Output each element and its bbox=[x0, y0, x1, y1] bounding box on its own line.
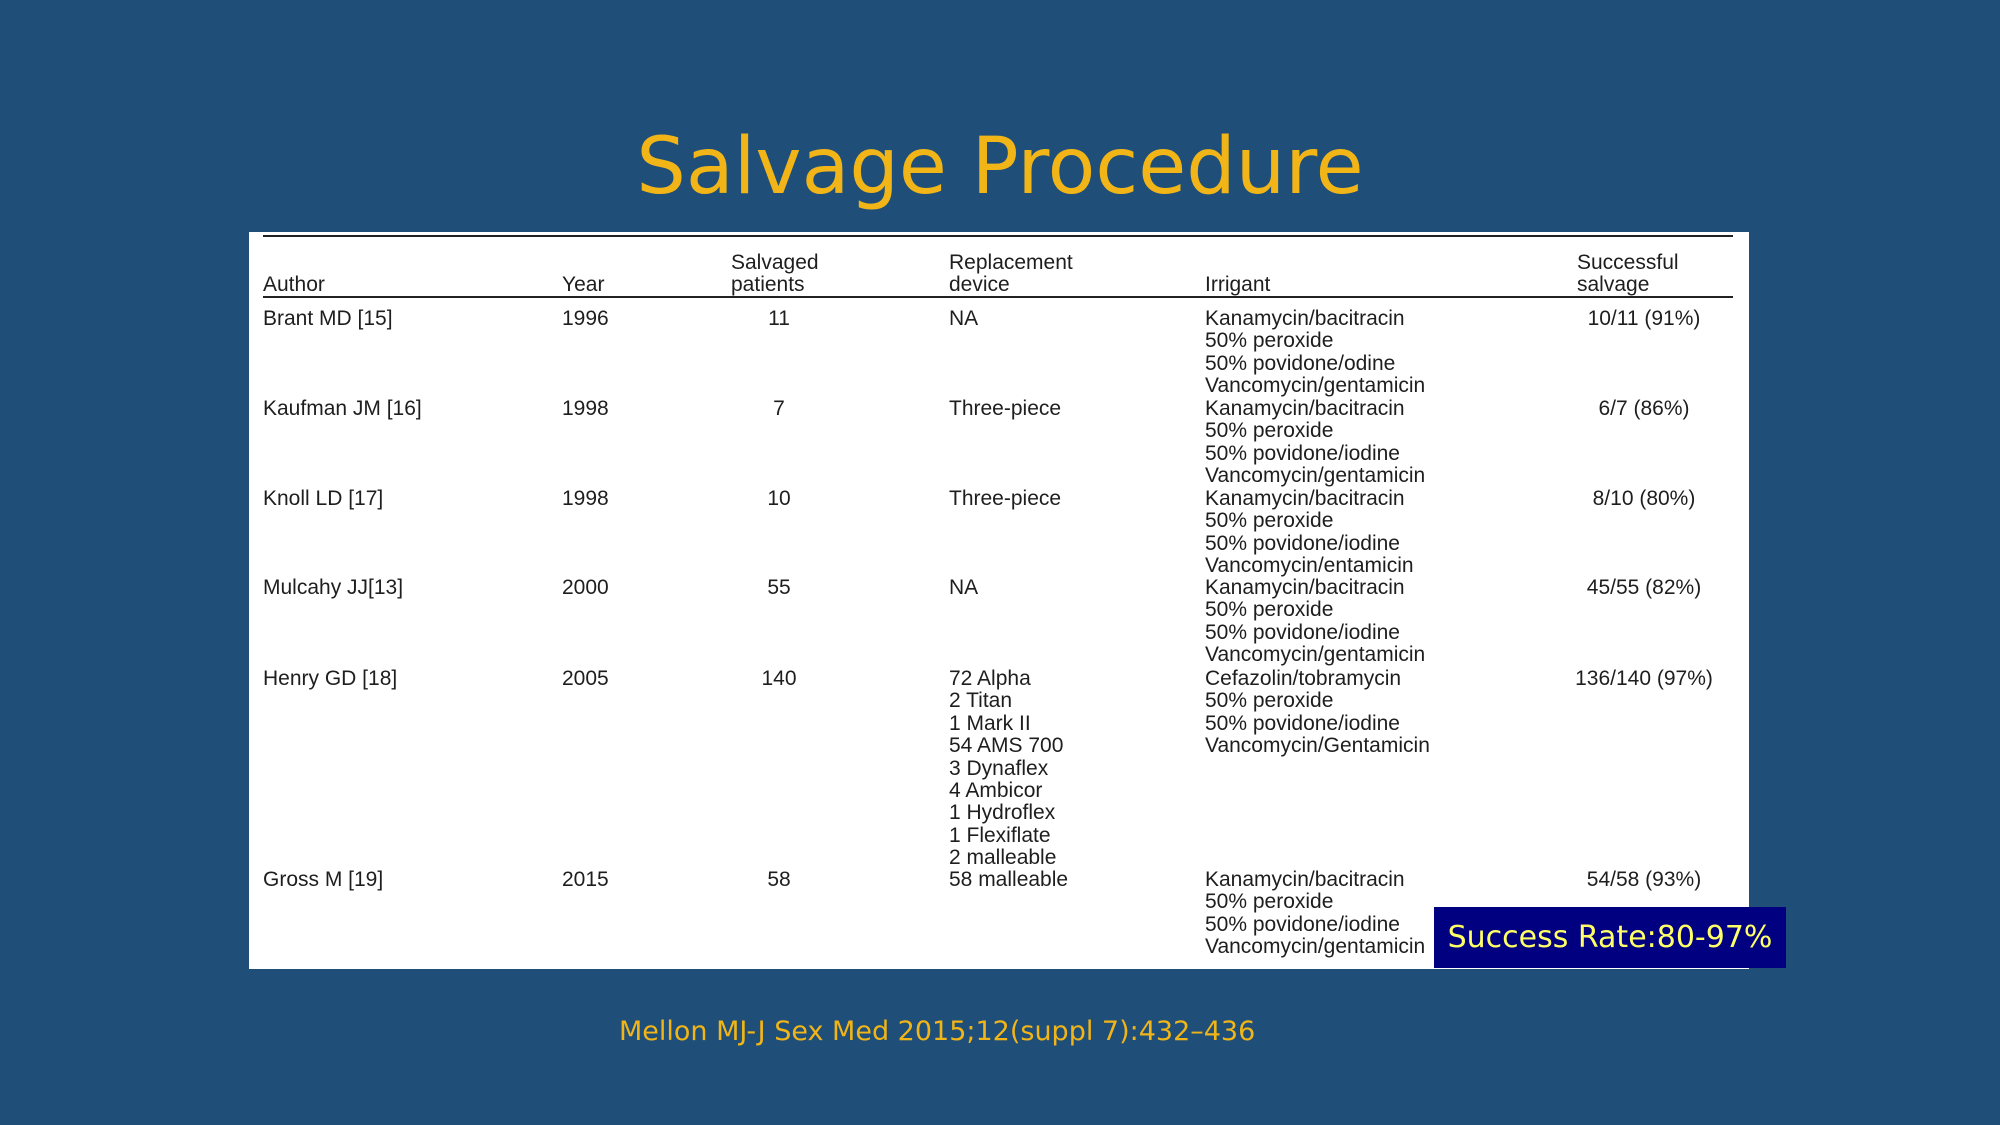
row-author: Kaufman JM [16] bbox=[263, 397, 422, 420]
irrigant-line: 50% povidone/odine bbox=[1205, 351, 1396, 375]
row-successful-salvage: 8/10 (80%) bbox=[1592, 487, 1696, 510]
device-line: Three-piece bbox=[949, 397, 1062, 420]
row-year: 2000 bbox=[562, 576, 609, 599]
row-author: Knoll LD [17] bbox=[263, 487, 384, 510]
device-line: 54 AMS 700 bbox=[949, 734, 1064, 758]
irrigant-line: Kanamycin/bacitracin bbox=[1205, 307, 1405, 330]
row-successful-salvage: 136/140 (97%) bbox=[1575, 667, 1713, 690]
device-line: 2 Titan bbox=[949, 689, 1013, 713]
irrigant-line: 50% peroxide bbox=[1205, 419, 1334, 443]
row-replacement-device bbox=[949, 398, 1061, 420]
row-replacement-device bbox=[949, 668, 1063, 870]
irrigant-line: 50% peroxide bbox=[1205, 509, 1334, 533]
row-year: 2015 bbox=[562, 868, 609, 891]
row-salvaged-patients: 58 bbox=[767, 868, 791, 891]
irrigant-line: 50% povidone/iodine bbox=[1205, 620, 1400, 644]
device-line: NA bbox=[949, 576, 979, 599]
irrigant-line: Vancomycin/gentamicin bbox=[1205, 464, 1426, 488]
irrigant-line: 50% peroxide bbox=[1205, 890, 1334, 914]
device-line: 72 Alpha bbox=[949, 667, 1031, 690]
row-successful-salvage: 10/11 (91%) bbox=[1587, 307, 1701, 330]
irrigant-line: 50% peroxide bbox=[1205, 689, 1334, 713]
device-line: 1 Hydroflex bbox=[949, 801, 1056, 825]
irrigant-line: 50% peroxide bbox=[1205, 598, 1334, 622]
irrigant-line: 50% povidone/iodine bbox=[1205, 441, 1400, 465]
row-salvaged-patients: 55 bbox=[767, 576, 791, 599]
row-replacement-device bbox=[949, 488, 1061, 510]
irrigant-line: Cefazolin/tobramycin bbox=[1205, 667, 1402, 690]
table-top-rule bbox=[263, 235, 1733, 237]
row-salvaged-patients: 7 bbox=[773, 397, 785, 420]
irrigant-line: Kanamycin/bacitracin bbox=[1205, 487, 1405, 510]
header-replacement-device: Replacement device bbox=[949, 251, 1073, 296]
irrigant-line: Vancomycin/entamicin bbox=[1205, 554, 1414, 578]
salvage-table bbox=[249, 232, 1749, 969]
row-irrigant bbox=[1205, 398, 1425, 488]
device-line: Three-piece bbox=[949, 487, 1062, 510]
irrigant-line: Vancomycin/gentamicin bbox=[1205, 643, 1426, 667]
row-irrigant bbox=[1205, 308, 1425, 398]
device-line: NA bbox=[949, 307, 979, 330]
row-author: Gross M [19] bbox=[263, 868, 384, 891]
slide-title: Salvage Procedure bbox=[636, 122, 1364, 212]
irrigant-line: 50% povidone/iodine bbox=[1205, 711, 1400, 735]
row-replacement-device bbox=[949, 869, 1068, 891]
header-author: Author bbox=[263, 273, 325, 296]
row-irrigant bbox=[1205, 577, 1425, 667]
row-replacement-device bbox=[949, 308, 978, 330]
device-line: 1 Mark II bbox=[949, 711, 1031, 735]
device-line: 1 Flexiflate bbox=[949, 823, 1051, 847]
row-successful-salvage: 45/55 (82%) bbox=[1586, 576, 1702, 599]
header-salvaged-patients: Salvaged patients bbox=[731, 251, 819, 296]
row-salvaged-patients: 140 bbox=[761, 667, 797, 690]
irrigant-line: Vancomycin/gentamicin bbox=[1205, 935, 1426, 959]
row-successful-salvage: 54/58 (93%) bbox=[1586, 868, 1702, 891]
row-author: Henry GD [18] bbox=[263, 667, 398, 690]
irrigant-line: 50% povidone/iodine bbox=[1205, 531, 1400, 555]
table-header-rule bbox=[263, 296, 1733, 298]
header-successful-salvage: Successful salvage bbox=[1577, 251, 1679, 296]
row-author: Mulcahy JJ[13] bbox=[263, 576, 404, 599]
row-replacement-device bbox=[949, 577, 978, 599]
irrigant-line: Vancomycin/Gentamicin bbox=[1205, 734, 1430, 758]
row-salvaged-patients: 11 bbox=[768, 307, 790, 330]
irrigant-line: Kanamycin/bacitracin bbox=[1205, 868, 1405, 891]
irrigant-line: 50% povidone/iodine bbox=[1205, 912, 1400, 936]
irrigant-line: 50% peroxide bbox=[1205, 329, 1334, 353]
device-line: 58 malleable bbox=[949, 868, 1069, 891]
header-year: Year bbox=[562, 273, 605, 296]
irrigant-line: Kanamycin/bacitracin bbox=[1205, 576, 1405, 599]
header-irrigant: Irrigant bbox=[1205, 273, 1271, 296]
device-line: 4 Ambicor bbox=[949, 779, 1043, 803]
row-irrigant bbox=[1205, 869, 1425, 959]
citation: Mellon MJ-J Sex Med 2015;12(suppl 7):432–436 bbox=[619, 1016, 1256, 1047]
row-irrigant bbox=[1205, 488, 1414, 578]
irrigant-line: Kanamycin/bacitracin bbox=[1205, 397, 1405, 420]
irrigant-line: Vancomycin/gentamicin bbox=[1205, 374, 1426, 398]
row-author: Brant MD [15] bbox=[263, 307, 393, 330]
row-successful-salvage: 6/7 (86%) bbox=[1598, 397, 1690, 420]
success-rate-badge: Success Rate:80-97% bbox=[1434, 907, 1786, 968]
row-salvaged-patients: 10 bbox=[767, 487, 791, 510]
row-year: 1996 bbox=[562, 307, 609, 330]
row-irrigant bbox=[1205, 668, 1430, 758]
device-line: 3 Dynaflex bbox=[949, 756, 1049, 780]
device-line: 2 malleable bbox=[949, 846, 1057, 870]
row-year: 2005 bbox=[562, 667, 609, 690]
row-year: 1998 bbox=[562, 397, 609, 420]
row-year: 1998 bbox=[562, 487, 609, 510]
